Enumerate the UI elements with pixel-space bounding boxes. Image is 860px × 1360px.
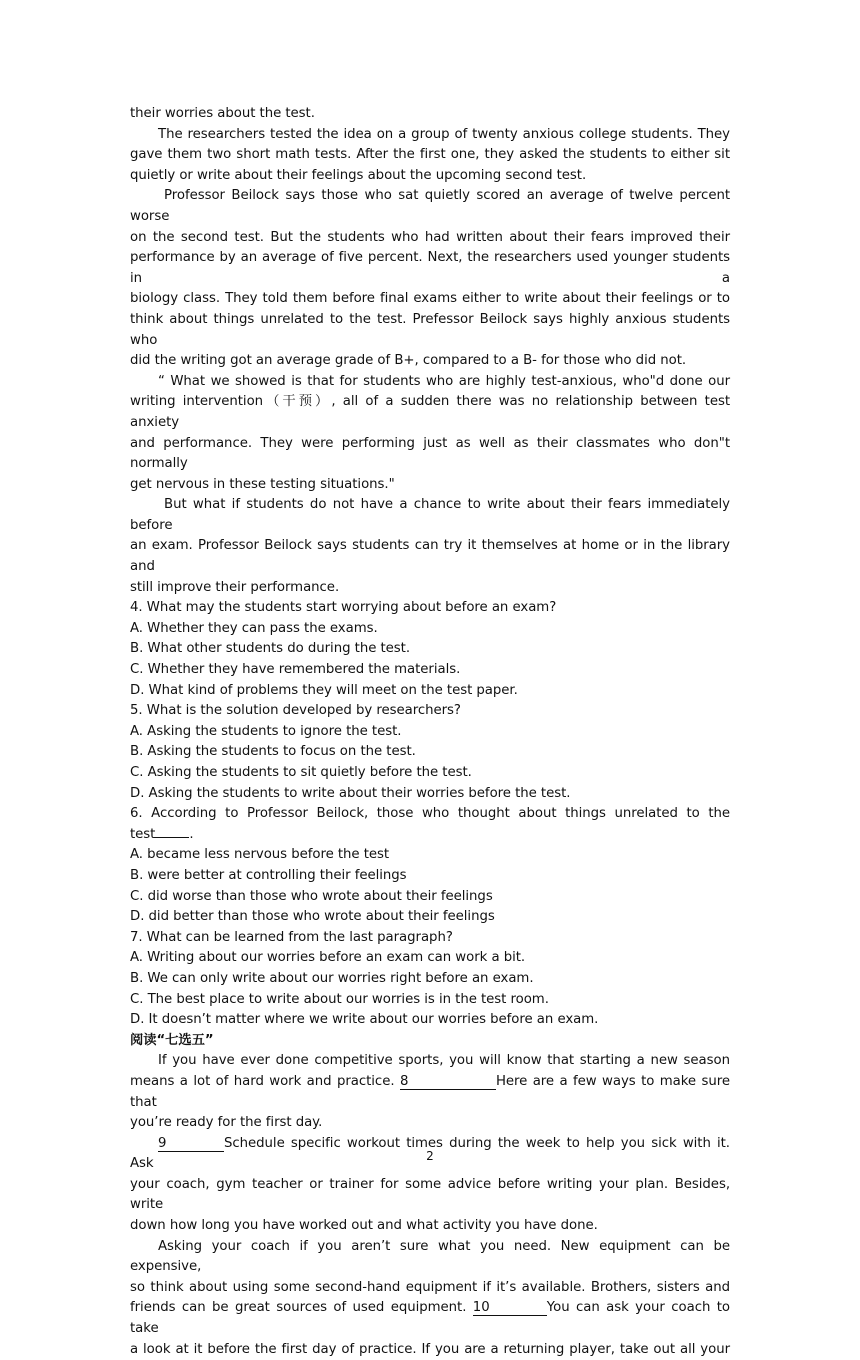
text-segment: Schedule specific workout times during the week to help you sick with it. Ask <box>130 1135 730 1172</box>
text-line: “ What we showed is that for students who are highly test-anxious, who"d done our <box>158 373 730 389</box>
q4-option-b: B. What other students do during the test. <box>130 641 411 657</box>
q7-option-a: A. Writing about our worries before an exam can work a bit. <box>130 950 526 966</box>
q4-option-a: A. Whether they can pass the exams. <box>130 620 378 636</box>
text-line: think about things unrelated to the test. Prefessor Beilock says highly anxious students who <box>130 311 730 348</box>
text-line: Asking your coach if you aren’t sure what you need. New equipment can be expensive, <box>130 1238 730 1275</box>
text-line: writing intervention（干预）, all of a sudden there was no relationship between test anxiety <box>130 394 730 430</box>
question-6-stem: 6. According to Professor Beilock, those who thought about things unrelated to the <box>130 806 730 822</box>
text-line: biology class. They told them before final exams either to write about their feelings or to <box>130 291 730 307</box>
text-line-with-blank-8 <box>130 1072 730 1113</box>
q6-text: test <box>130 826 156 842</box>
page-number: 2 <box>426 1149 434 1163</box>
document-body <box>130 104 730 1360</box>
text-line: gave them two short math tests. After the first one, they asked the students to either sit <box>130 147 730 163</box>
blank-8: 8 <box>400 1074 496 1090</box>
blank-9: 9 <box>158 1136 224 1152</box>
text-line: But what if students do not have a chance to write about their fears immediately before <box>130 497 730 533</box>
text-line: a look at it before the first day of practice. If you are a returning player, take out all your <box>130 1341 730 1357</box>
text-line: you’re ready for the first day. <box>130 1115 323 1131</box>
text-line: on the second test. But the students who had written about their fears improved their <box>130 229 730 245</box>
text-line: performance by an average of five percent. Next, the researchers used younger students in a <box>130 250 730 286</box>
text-line-with-blank-10 <box>130 1298 730 1339</box>
text-line: still improve their performance. <box>130 579 340 595</box>
q6-option-b: B. were better at controlling their feelings <box>130 867 407 883</box>
q6-answer-blank <box>155 837 189 838</box>
q5-option-b: B. Asking the students to focus on the test. <box>130 744 416 760</box>
text-line: your coach, gym teacher or trainer for some advice before writing your plan. Besides, write <box>130 1176 730 1213</box>
text-line: If you have ever done competitive sports, you will know that starting a new season <box>158 1053 730 1069</box>
question-5-stem: 5. What is the solution developed by researchers? <box>130 703 461 719</box>
text-segment: Here are a few ways to make sure that <box>130 1073 730 1110</box>
q6-period: . <box>189 826 194 842</box>
q6-option-c: C. did worse than those who wrote about their feelings <box>130 888 493 904</box>
q6-option-a: A. became less nervous before the test <box>130 847 390 863</box>
text-line: did the writing got an average grade of B+, compared to a B- for those who did not. <box>130 353 687 369</box>
q5-option-a: A. Asking the students to ignore the test. <box>130 723 402 739</box>
q7-option-b: B. We can only write about our worries right before an exam. <box>130 970 534 986</box>
q5-option-c: C. Asking the students to sit quietly before the test. <box>130 765 472 780</box>
q6-option-d: D. did better than those who wrote about their feelings <box>130 909 495 925</box>
q5-option-d: D. Asking the students to write about their worries before the test. <box>130 785 571 801</box>
text-line: quietly or write about their feelings about the upcoming second test. <box>130 167 587 183</box>
text-line: Professor Beilock says those who sat quietly scored an average of twelve percent worse <box>130 188 730 224</box>
blank-10: 10 <box>473 1300 547 1316</box>
text-line: and performance. They were performing just as well as their classmates who don"t normally <box>130 435 730 472</box>
text-segment: means a lot of hard work and practice. <box>130 1073 395 1089</box>
text-line: get nervous in these testing situations." <box>130 476 395 492</box>
q4-option-d: D. What kind of problems they will meet on the test paper. <box>130 682 518 698</box>
question-6-stem-cont <box>130 825 730 846</box>
text-line: so think about using some second-hand equipment if it’s available. Brothers, sisters and <box>130 1279 730 1295</box>
q7-option-c: C. The best place to write about our worries is in the test room. <box>130 991 549 1007</box>
text-line: down how long you have worked out and what activity you have done. <box>130 1218 598 1234</box>
text-segment: You can ask your coach to take <box>130 1300 730 1337</box>
q7-option-d: D. It doesn’t matter where we write about our worries before an exam. <box>130 1012 599 1028</box>
text-segment: friends can be great sources of used equipment. <box>130 1300 467 1316</box>
text-line: The researchers tested the idea on a group of twenty anxious college students. They <box>158 126 730 142</box>
text-line: an exam. Professor Beilock says students can try it themselves at home or in the library and <box>130 538 730 575</box>
question-4-stem: 4. What may the students start worrying about before an exam? <box>130 600 557 616</box>
section-heading: 阅读“七选五” <box>130 1032 214 1048</box>
question-7-stem: 7. What can be learned from the last paragraph? <box>130 929 453 945</box>
q4-option-c: C. Whether they have remembered the materials. <box>130 662 461 678</box>
text-line: their worries about the test. <box>130 106 315 121</box>
